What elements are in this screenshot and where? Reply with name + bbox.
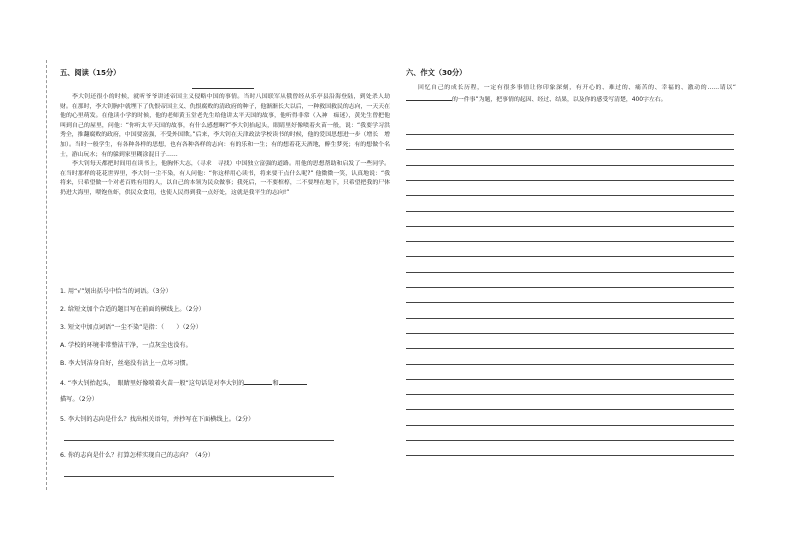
composition-line[interactable]: [406, 333, 734, 334]
question-3-option-b: B. 李大钊洁身自好，丝毫没有沾上一点坏习惯。: [60, 360, 192, 367]
question-6-answer-line[interactable]: [64, 476, 334, 477]
question-5: 5. 李大钊的志向是什么？找出相关语句，并抄写在下面横线上。（2分）: [60, 416, 255, 423]
composition-line[interactable]: [406, 318, 734, 319]
reading-section-title: 五、阅读（15分）: [60, 68, 121, 77]
composition-line[interactable]: [406, 272, 734, 273]
composition-prompt: [406, 84, 736, 105]
composition-line[interactable]: [406, 394, 734, 395]
question-2: 2. 给短文加个合适的题目写在前面的横线上。（2分）: [60, 306, 205, 313]
question-4: [60, 378, 390, 388]
composition-title-blank[interactable]: [406, 94, 452, 101]
question-4-blank-1[interactable]: [244, 378, 272, 385]
question-4-blank-2[interactable]: [279, 378, 307, 385]
composition-section-title: 六、作文（30分）: [406, 68, 467, 77]
composition-line[interactable]: [406, 287, 734, 288]
question-4-text: 4. “李大钊抬起头， 眼睛里好像喷着火苗一般”这句话是对李大钊的: [60, 380, 245, 387]
composition-section: [406, 68, 736, 105]
composition-line[interactable]: [406, 440, 734, 441]
question-6: 6. 你的志向是什么？打算怎样实现自己的志向？（4分）: [60, 452, 215, 459]
composition-line[interactable]: [406, 149, 734, 150]
composition-line[interactable]: [406, 348, 734, 349]
composition-prompt-start: 回忆自己的成长历程，一定有很多事情让你印象深刻，有开心的、难过的、痛苦的、幸福的、激动的……请以“: [418, 85, 736, 91]
reading-section: [60, 68, 390, 199]
composition-line[interactable]: [406, 241, 734, 242]
composition-line[interactable]: [406, 379, 734, 380]
composition-line[interactable]: [406, 302, 734, 303]
composition-line[interactable]: [406, 256, 734, 257]
composition-line[interactable]: [406, 364, 734, 365]
question-3: 3. 短文中加点词语“一尘不染”是指：（ ）（2分）: [60, 324, 202, 331]
question-4-end: 描写。（2分）: [60, 396, 98, 403]
passage-title-blank[interactable]: [192, 88, 254, 89]
question-4-and: 和: [272, 380, 279, 387]
composition-line[interactable]: [406, 425, 734, 426]
question-1: 1. 用“√”划出括号中恰当的词语。（3分）: [60, 288, 172, 295]
composition-prompt-end: 的一件事”为题，把事情的起因、经过、结果，以及你的感受写清楚，400字左右。: [452, 96, 667, 103]
composition-line[interactable]: [406, 455, 734, 456]
composition-line[interactable]: [406, 180, 734, 181]
composition-line[interactable]: [406, 195, 734, 196]
passage-paragraph-2: 李大钊每天都把时间用在读书上，他胸怀大志，（寻求 寻找）中国独立富强的道路。用他的思想帮助和启发了一些同学。在当时那样的花花世界里，李大钊一尘不染，有人问他：“你这样用心读书，将来要干点什么呢?” 他微微一笑，认真地说：“我将来，只希望做一个对老百姓有用的人，以自己的本领为民众做事；我死后，一不要棺椁，二不要埋在地下，只希望把我的尸体扔进大海里，喂饱鱼虾，供民众食用，也使人民得到我一点好处，这就是我平生的志向!”: [60, 161, 390, 196]
passage-paragraph-1: 李大钊还很小的时候，就听爷爷讲述帝国主义侵略中国的事情。当时八国联军从俄曾经从乐亭县沿海登陆，到处杀人劫财。在那时，李大钊胸中就埋下了仇恨帝国主义、仇恨腐败的清政府的种子，他渐渐长大以后，一种救国救民的志向，一天天在他的心里萌发。在他读小学的时候，他的老师黄玉堂老先生给他讲太平天国的故事，他听得非常（入神 痴迷），黄先生曾把他叫到自己的屋里，问他：“你听太平天国的故事，有什么感想啊?”李大钊抬起头，眼睛里好像喷着火苗一般，说：“我要学习洪秀全，推翻腐败的政府，中国要富强，不受外国欺。”后来，李大钊在天津政法学校读书的时候，他的爱国思想进一步（增长 增加）。当时一般学生，有各种各样的思想，也有各种各样的志向：有的乐和一生；有的想着花天酒地，醉生梦死；有的想做个名士，游山玩水；有的躲到家里糊涂混日子……: [60, 94, 390, 158]
composition-line[interactable]: [406, 165, 734, 166]
composition-line[interactable]: [406, 409, 734, 410]
question-5-answer-line[interactable]: [64, 440, 334, 441]
composition-line[interactable]: [406, 134, 734, 135]
composition-line[interactable]: [406, 226, 734, 227]
question-3-option-a: A. 学校的环境非常整洁干净，一点灰尘也没有。: [60, 342, 192, 349]
composition-line[interactable]: [406, 211, 734, 212]
binding-margin-rule: [46, 60, 47, 490]
